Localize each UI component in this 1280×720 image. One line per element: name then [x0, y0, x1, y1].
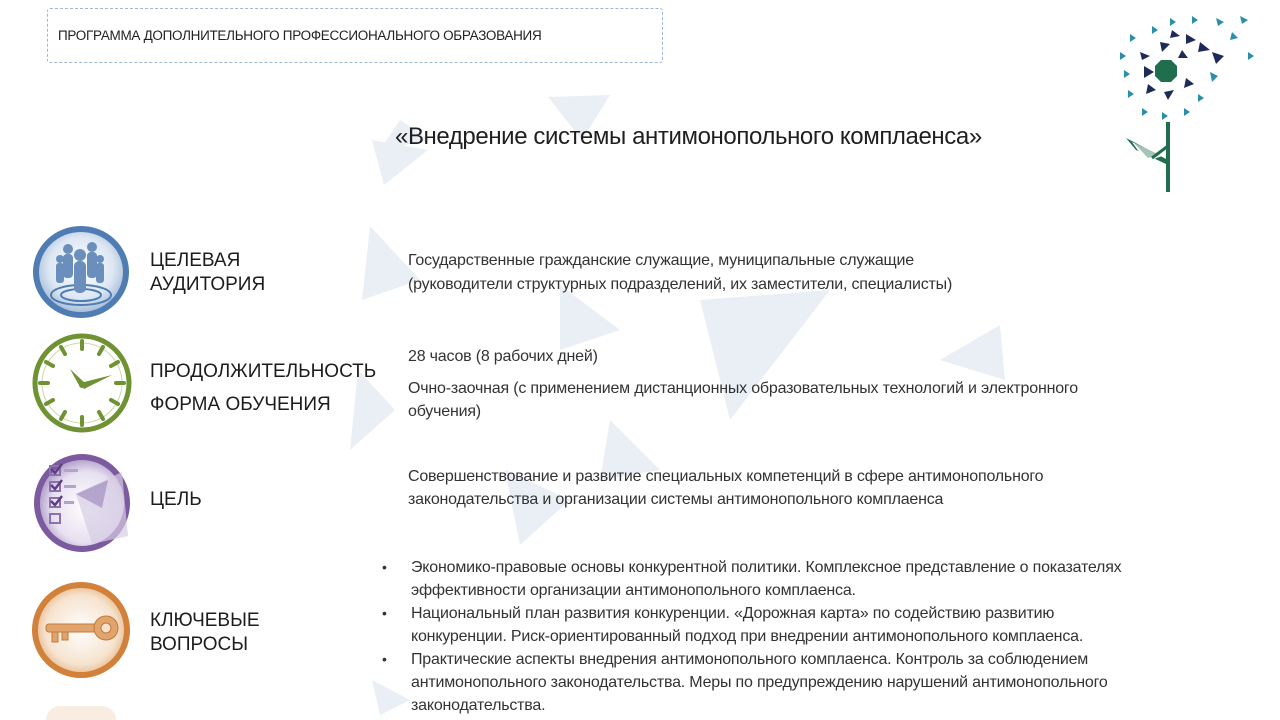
goal-text-line1: Совершенствование и развитие специальных компетенций в сфере антимонопольного	[408, 468, 1044, 485]
list-item-line: законодательства.	[411, 697, 546, 714]
key-questions-label-line1: КЛЮЧЕВЫЕ	[150, 610, 260, 631]
bullet-icon: •	[382, 559, 387, 575]
people-target-icon	[30, 223, 132, 321]
dandelion-logo-icon	[1112, 12, 1262, 197]
form-label: ФОРМА ОБУЧЕНИЯ	[150, 394, 331, 415]
list-item	[380, 602, 1280, 648]
program-header-box	[47, 8, 663, 63]
partial-icon	[46, 706, 116, 720]
key-icon	[30, 580, 132, 680]
list-item	[380, 556, 1280, 602]
list-item-line: Экономико-правовые основы конкурентной политики. Комплексное представление о показателях	[411, 559, 1122, 576]
goal-label: ЦЕЛЬ	[150, 489, 202, 510]
audience-text-line2: (руководители структурных подразделений, их заместители, специалисты)	[408, 276, 953, 293]
key-questions-label-line2: ВОПРОСЫ	[150, 634, 249, 655]
clock-icon	[32, 333, 132, 433]
bullet-icon: •	[382, 605, 387, 621]
key-questions-list	[380, 556, 1280, 717]
audience-label-line1: ЦЕЛЕВАЯ	[150, 250, 241, 271]
list-item-line: антимонопольного законодательства. Меры по предупреждению нарушений антимонопольного	[411, 674, 1108, 691]
duration-label: ПРОДОЛЖИТЕЛЬНОСТЬ	[150, 361, 377, 382]
list-item-line: Практические аспекты внедрения антимонопольного комплаенса. Контроль за соблюдением	[411, 651, 1089, 668]
audience-label-line2: АУДИТОРИЯ	[150, 274, 266, 295]
program-title: «Внедрение системы антимонопольного комплаенса»	[395, 123, 982, 150]
list-item-line: Национальный план развития конкуренции. «Дорожная карта» по содействию развитию	[411, 605, 1055, 622]
form-text-line2: обучения)	[408, 403, 481, 420]
checklist-icon	[32, 452, 132, 554]
list-item-line: конкуренции. Риск-ориентированный подход при внедрении антимонопольного комплаенса.	[411, 628, 1084, 645]
goal-text-line2: законодательства и организации системы антимонопольного комплаенса	[408, 491, 944, 508]
form-text-line1: Очно-заочная (с применением дистанционных образовательных технологий и электронного	[408, 380, 1078, 397]
list-item	[380, 648, 1280, 717]
audience-text-line1: Государственные гражданские служащие, муниципальные служащие	[408, 252, 914, 269]
duration-text: 28 часов (8 рабочих дней)	[408, 348, 598, 365]
bullet-icon: •	[382, 651, 387, 667]
program-label: ПРОГРАММА ДОПОЛНИТЕЛЬНОГО ПРОФЕССИОНАЛЬНОГО ОБРАЗОВАНИЯ	[58, 28, 542, 43]
list-item-line: эффективности организации антимонопольного комплаенса.	[411, 582, 856, 599]
